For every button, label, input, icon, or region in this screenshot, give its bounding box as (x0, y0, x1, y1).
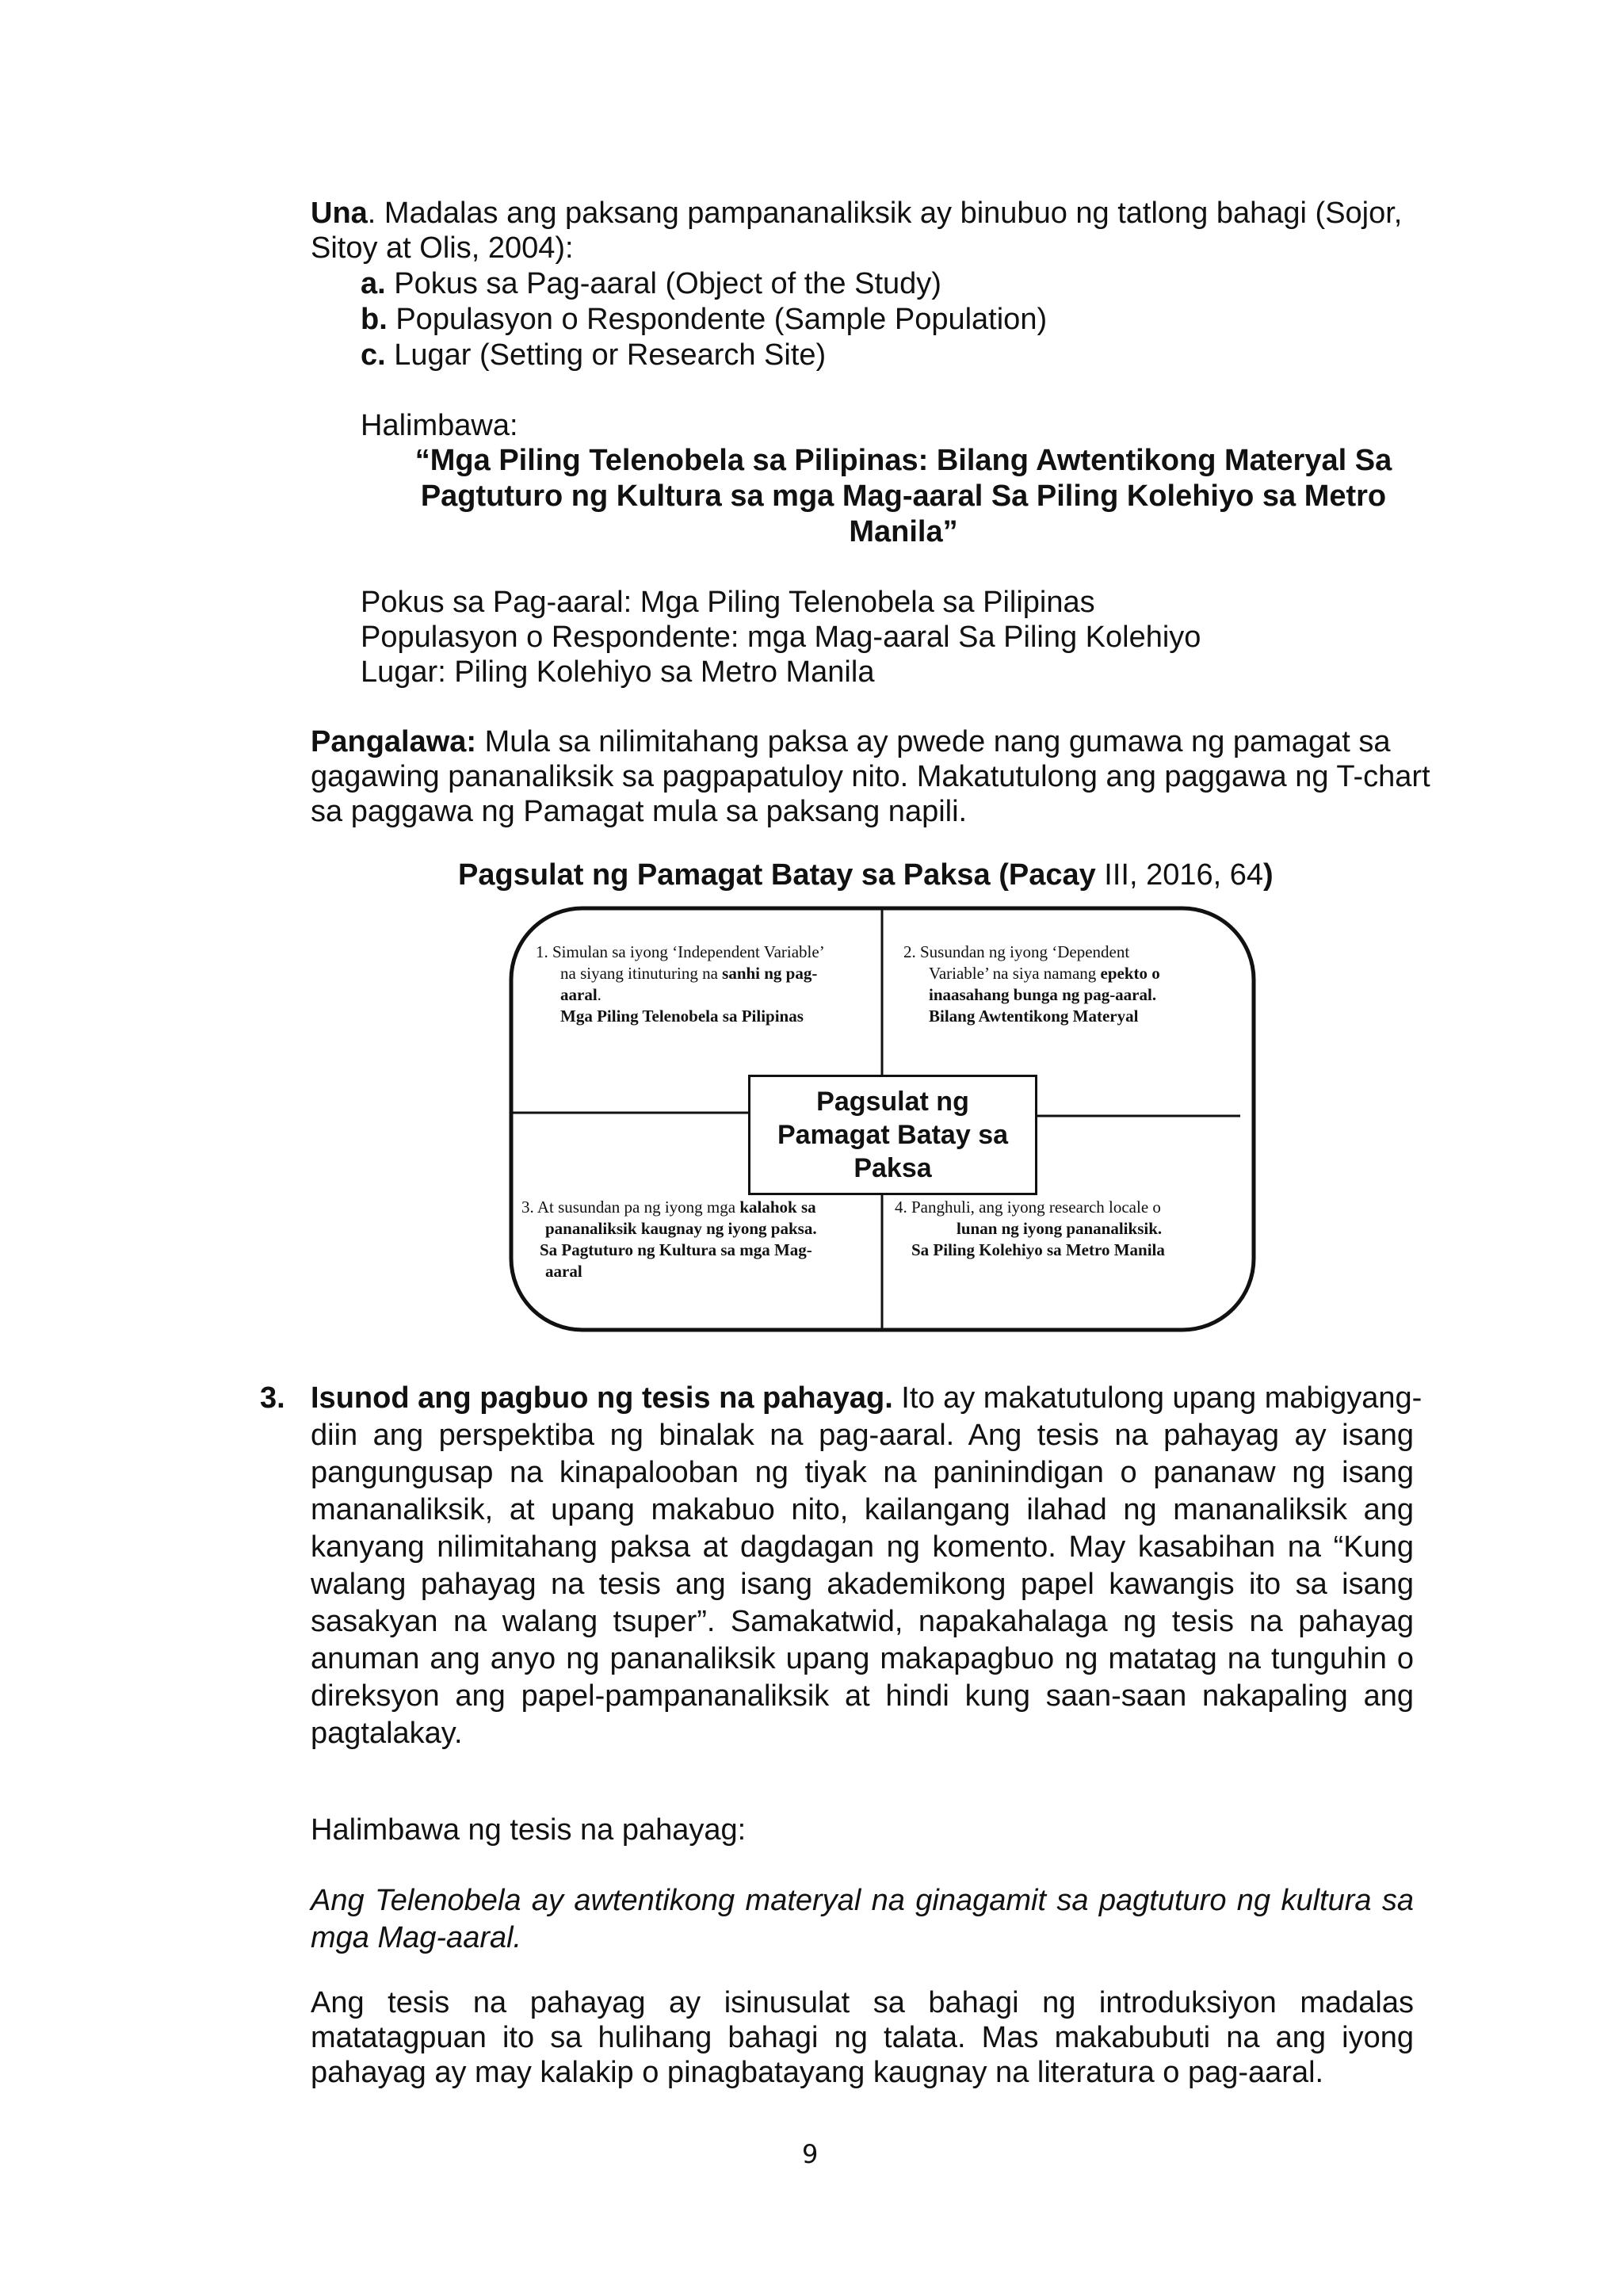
halimbawa-tesis-label: Halimbawa ng tesis na pahayag: (311, 1813, 747, 1847)
diagram-heading-normal: III, 2016, 64 (1104, 858, 1264, 892)
example-thesis (311, 1882, 1414, 1957)
una-text-1: . Madalas ang paksang pampananaliksik ay binubuo ng tatlong bahagi (Sojor, (367, 197, 1403, 230)
diagram-heading-bold: Pagsulat ng Pamagat Batay sa Paksa (Pacay (458, 858, 1105, 892)
section-3-paragraph (311, 1380, 1423, 1752)
q3-line-1a: 3. At susundan pa ng iyong mga (521, 1198, 740, 1217)
populasyon-detail: Populasyon o Respondente: mga Mag-aaral Sa Piling Kolehiyo (361, 621, 1201, 654)
q2-line-4: Bilang Awtentikong Materyal (929, 1007, 1139, 1026)
q3-line-1 (521, 1197, 816, 1218)
list-letter: b. (361, 303, 388, 336)
section-3-line-1 (311, 1380, 1423, 1417)
example-title-line-2: Pagtuturo ng Kultura sa mga Mag-aaral Sa Piling Kolehiyo sa Metro (420, 479, 1387, 513)
page-number: 9 (802, 2139, 819, 2169)
section-3-line: walang pahayag na tesis ang isang akademikong papel kawangis ito sa isang (311, 1568, 1414, 1601)
section-3-line: anuman ang anyo ng pananaliksik upang makapagbuo ng matatag na tunguhin o (311, 1642, 1414, 1675)
section-3-line: diin ang perspektiba ng binalak na pag-aaral. Ang tesis na pahayag ay isang (311, 1419, 1414, 1452)
q3-line-2: pananaliksik kaugnay ng iyong paksa. (545, 1219, 817, 1238)
lugar-detail: Lugar: Piling Kolehiyo sa Metro Manila (361, 655, 875, 689)
q1-line-3p: . (597, 985, 601, 1004)
q3-line-1b: kalahok sa (739, 1198, 816, 1217)
q3-line-3: Sa Pagtuturo ng Kultura sa mga Mag- (540, 1240, 812, 1259)
q1-line-3a: aaral (560, 985, 598, 1004)
example-thesis-line: mga Mag-aaral. (311, 1921, 522, 1954)
list-letter: c. (361, 338, 386, 372)
center-line-3: Paksa (854, 1153, 932, 1183)
q4-line-2: lunan ng iyong pananaliksik. (957, 1219, 1163, 1238)
q1-line-3 (560, 984, 601, 1006)
closing-paragraph (311, 1985, 1414, 2090)
q1-line-2a: na siyang itinuturing na (560, 964, 723, 983)
list-text: Lugar (Setting or Research Site) (385, 338, 827, 372)
una-label: Una (311, 197, 368, 230)
pangalawa-label: Pangalawa: (311, 725, 477, 758)
q3-line-4: aaral (545, 1262, 582, 1281)
q2-line-1: 2. Susundan ng iyong ‘Dependent (903, 942, 1130, 961)
list-letter: a. (361, 267, 386, 300)
q2-line-2b: epekto o (1100, 964, 1160, 983)
section-3-line: kanyang nilimitahang paksa at dagdagan ng komento. May kasabihan na “Kung (311, 1530, 1414, 1564)
q1-line-1: 1. Simulan sa iyong ‘Independent Variable’ (536, 942, 825, 961)
q2-line-2 (929, 963, 1160, 984)
closing-line: Ang tesis na pahayag ay isinusulat sa bahagi ng introduksiyon madalas (311, 1986, 1414, 2019)
q1-line-4: Mga Piling Telenobela sa Pilipinas (560, 1007, 804, 1026)
example-thesis-line: Ang Telenobela ay awtentikong materyal na ginagamit sa pagtuturo ng kultura sa (311, 1884, 1414, 1917)
q1-line-2b: sanhi ng pag- (722, 964, 818, 983)
center-line-1: Pagsulat ng (816, 1087, 969, 1117)
q4-line-3: Sa Piling Kolehiyo sa Metro Manila (911, 1240, 1165, 1259)
diagram-heading-close: ) (1263, 858, 1274, 892)
section-3-line: pagtalakay. (311, 1717, 463, 1750)
section-3-first-line-rest: Ito ay makatutulong upang mabigyang- (892, 1381, 1423, 1415)
t-chart-center-box (748, 1075, 1037, 1195)
pokus-detail: Pokus sa Pag-aaral: Mga Piling Telenobela sa Pilipinas (361, 586, 1095, 619)
pangalawa-line-3: sa paggawa ng Pamagat mula sa paksang napili. (311, 795, 968, 828)
section-3-line: pangungusap na kinapalooban ng tiyak na paninindigan o pananaw ng isang (311, 1456, 1414, 1489)
section-3-heading: Isunod ang pagbuo ng tesis na pahayag. (311, 1381, 893, 1415)
halimbawa-label: Halimbawa: (361, 409, 518, 442)
section-3-line: mananaliksik, at upang makabuo nito, kailangang ilahad ng mananaliksik ang (311, 1493, 1414, 1526)
list-text: Populasyon o Respondente (Sample Population) (387, 303, 1048, 336)
q1-line-2 (560, 963, 817, 984)
pangalawa-text-1: Mula sa nilimitahang paksa ay pwede nang gumawa ng pamagat sa (476, 725, 1391, 758)
example-title-line-1: “Mga Piling Telenobela sa Pilipinas: Bilang Awtentikong Materyal Sa (414, 444, 1392, 477)
una-line-2: Sitoy at Olis, 2004): (311, 231, 574, 265)
pangalawa-line-2: gagawing pananaliksik sa pagpapatuloy nito. Makatutulong ang paggawa ng T-chart (311, 760, 1430, 793)
list-text: Pokus sa Pag-aaral (Object of the Study) (385, 267, 941, 300)
section-3-number: 3. (260, 1381, 285, 1415)
q2-line-2a: Variable’ na siya namang (929, 964, 1101, 983)
closing-line: matatagpuan ito sa hulihang bahagi ng talata. Mas makabubuti na ang iyong (311, 2021, 1414, 2054)
section-3-line: direksyon ang papel-pampananaliksik at hindi kung saan-saan nakapaling ang (311, 1679, 1414, 1713)
q2-line-3: inaasahang bunga ng pag-aaral. (929, 985, 1157, 1004)
section-3-line: sasakyan na walang tsuper”. Samakatwid, napakahalaga ng tesis na pahayag (311, 1605, 1414, 1638)
center-line-2: Pamagat Batay sa (777, 1120, 1009, 1150)
closing-line: pahayag ay may kalakip o pinagbatayang kaugnay na literatura o pag-aaral. (311, 2056, 1324, 2089)
q4-line-1: 4. Panghuli, ang iyong research locale o (895, 1198, 1161, 1217)
example-title-line-3: Manila” (849, 515, 958, 548)
